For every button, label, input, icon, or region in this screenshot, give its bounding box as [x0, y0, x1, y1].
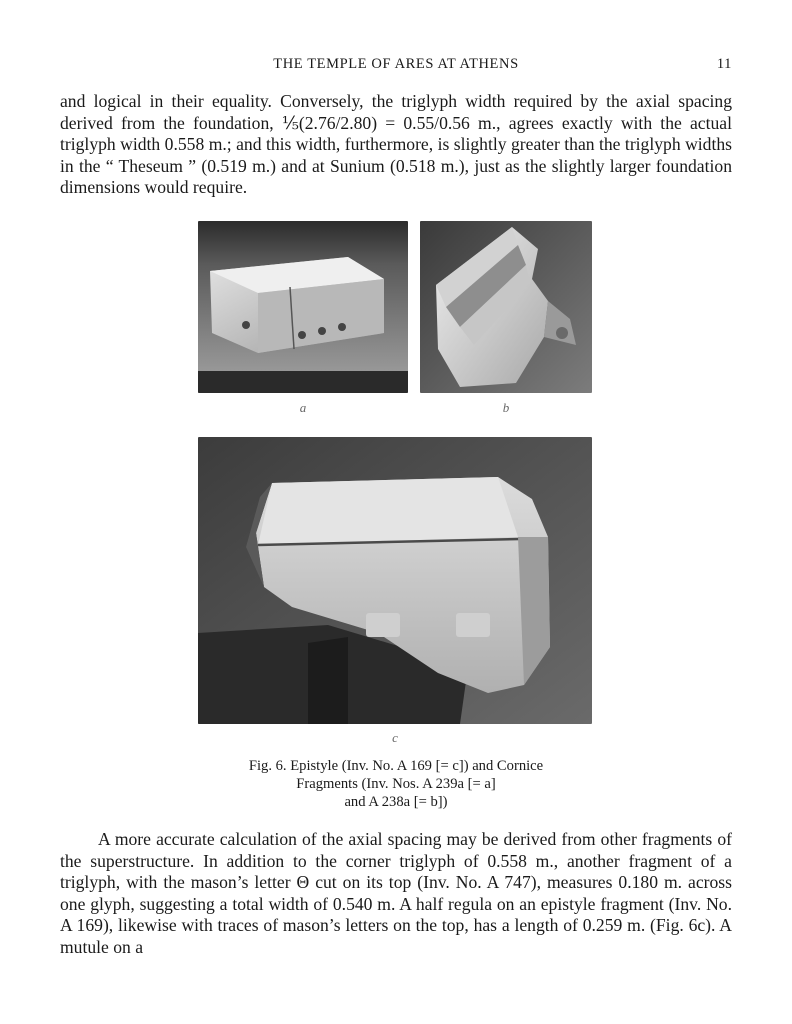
figure-caption	[160, 757, 632, 811]
caption-line: Fragments (Inv. Nos. A 239a [= a]	[296, 776, 496, 792]
photo-label-c: c	[392, 730, 398, 745]
photo-label-a: a	[299, 400, 307, 415]
body-paragraph: and logical in their equality. Conversely, the triglyph width required by the axial spacing derived from the foundation, ⅕(2.76/2.80) = 0.55/0.56 m., agrees exactly with the actual triglyph width 0.558 m.; and this width, furthermore, is slightly greater than the triglyph widths in the “ Theseum ” (0.519 m.) and at Sunium (0.518 m.), just as the slightly larger foundation dimensions would require.	[60, 91, 732, 198]
fragment-photo-c	[198, 437, 592, 724]
caption-line: Fig. 6. Epistyle (Inv. No. A 169 [= c]) and Cornice	[248, 758, 544, 774]
fragment-photo-b	[420, 221, 592, 393]
running-title: THE TEMPLE OF ARES AT ATHENS	[273, 56, 519, 72]
caption-line: and A 238a [= b])	[344, 794, 448, 810]
fragment-photo-a	[198, 221, 408, 393]
photo-label-b: b	[502, 400, 510, 415]
running-head	[60, 56, 732, 76]
page-number: 11	[716, 56, 732, 72]
body-paragraph: A more accurate calculation of the axial spacing may be derived from other fragments of the superstructure. In addition to the corner triglyph of 0.558 m., another fragment of a triglyph, with the mason’s letter Θ cut on its top (Inv. No. A 747), measures 0.180 m. across one glyph, suggesting a total width of 0.540 m. A half regula on an epistyle fragment (Inv. No. A 169), likewise with traces of mason’s letters on the top, has a length of 0.259 m. (Fig. 6c). A mutule on a	[60, 829, 732, 957]
